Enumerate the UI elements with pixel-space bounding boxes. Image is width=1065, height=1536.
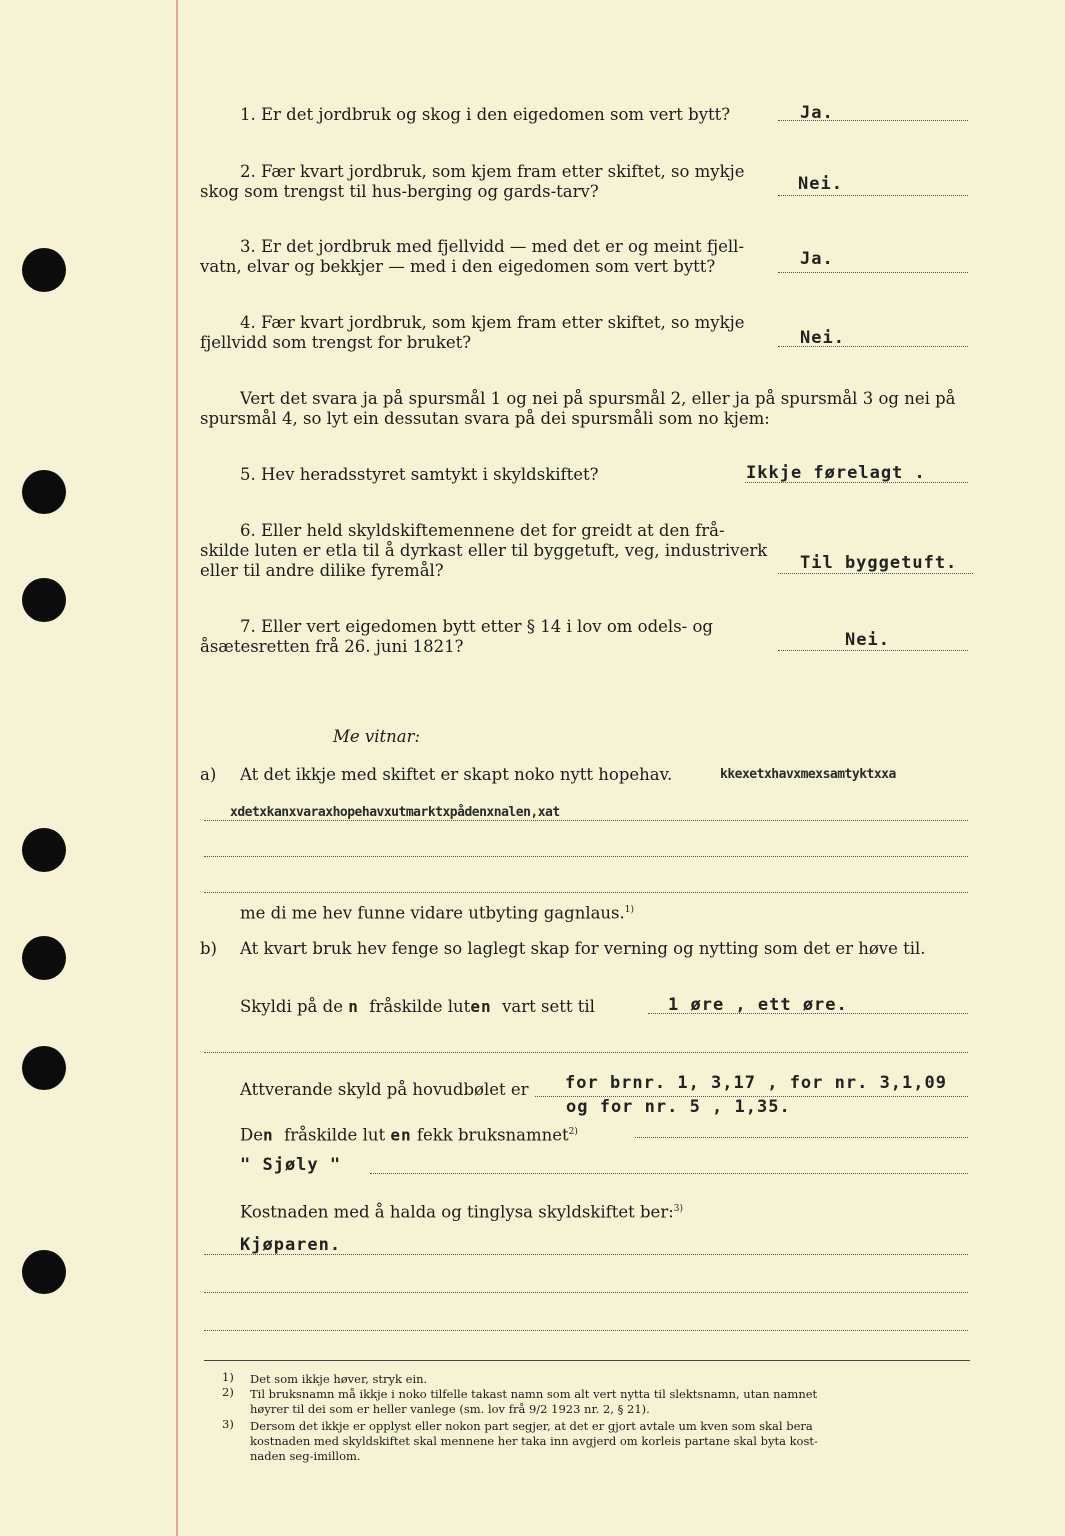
question-5: 5. Hev heradsstyret samtykt i skyldskiftet? [240,465,599,484]
skyld-label: Skyldi på de n fråskilde luten vart sett til [240,997,595,1016]
witness-a-label: a) [200,765,217,784]
struck-text: kkexetxhavxmexsamtyktxxa [720,767,896,782]
attverande-label: Attverande skyld på hovudbølet er [240,1080,529,1099]
witness-heading: Me vitnar: [333,727,421,746]
answer-line [635,1137,968,1138]
punch-hole [22,936,66,980]
punch-hole [22,1250,66,1294]
skyld-value: 1 øre , ett øre. [668,995,848,1015]
answer-7: Nei. [845,630,890,650]
question-2-line1: 2. Fær kvart jordbruk, som kjem fram etter skiftet, so mykje [240,162,745,181]
footnote-3-line2: kostnaden med skyldskiftet skal mennene her taka inn avgjerd om korleis partane skal byta kost- [250,1434,818,1448]
answer-line [778,573,973,574]
struck-text: xdetxkanxvaraxhopehavxutmarktxpådenxnalen,xat [230,805,560,820]
footnote-2-line1: Til bruksnamn må ikkje i noko tilfelle takast namn som alt vert nytta til slektsnamn, utan namnet [250,1387,818,1401]
bruksnamn-value: " Sjøly " [240,1155,342,1175]
punch-hole [22,828,66,872]
kostnad-label: Kostnaden med å halda og tinglysa skyldskiftet ber:$^{3)}$ [240,1202,684,1222]
answer-line [204,1052,968,1053]
footnote-3-line1: Dersom det ikkje er opplyst eller nokon part segjer, at det er gjort avtale um kven som skal bera [250,1419,813,1433]
intro-line2: spursmål 4, so lyt ein dessutan svara på dei spursmåli som no kjem: [200,409,770,428]
witness-b-text: At kvart bruk hev fenge so laglegt skap for verning og nytting som det er høve til. [240,939,926,958]
punch-hole [22,1046,66,1090]
intro-line1: Vert det svara ja på spursmål 1 og nei på spursmål 2, eller ja på spursmål 3 og nei på [240,389,956,408]
question-3-line1: 3. Er det jordbruk med fjellvidd — med det er og meint fjell- [240,237,745,256]
answer-line [370,1173,968,1174]
question-7-line1: 7. Eller vert eigedomen bytt etter § 14 i lov om odels- og [240,617,713,636]
question-7-line2: åsætesretten frå 26. juni 1821? [200,637,464,656]
punch-hole [22,248,66,292]
question-6-line2: skilde luten er etla til å dyrkast eller til byggetuft, veg, industriverk [200,541,768,560]
footnote-3-line3: naden seg-imillom. [250,1449,361,1463]
footnote-mark: 2) [222,1385,234,1399]
footnote-rule [204,1360,970,1361]
answer-5: Ikkje førelagt . [746,463,926,483]
answer-line [778,272,968,273]
question-2-line2: skog som trengst til hus-berging og gards-tarv? [200,182,599,201]
answer-line [204,820,968,821]
witness-a-end: me di me hev funne vidare utbyting gagnlaus.$^{1)}$ [240,903,635,923]
witness-b-label: b) [200,939,217,958]
question-6-line1: 6. Eller held skyldskiftemennene det for greidt at den frå- [240,521,725,540]
punch-hole [22,578,66,622]
attverande-line2: og for nr. 5 , 1,35. [566,1097,791,1117]
footnote-2-line2: høyrer til dei som er heller vanlege (sm. lov frå 9/2 1923 nr. 2, § 21). [250,1402,650,1416]
bruksnamn-label: Den fråskilde lut en fekk bruksnamnet$^{2)}$ [240,1125,578,1145]
punch-hole [22,470,66,514]
answer-line [204,892,968,893]
question-6-line3: eller til andre dilike fyremål? [200,561,444,580]
kostnad-value: Kjøparen. [240,1235,342,1255]
footnote-mark: 3) [222,1417,234,1431]
answer-line [204,1330,968,1331]
answer-3: Ja. [800,249,834,269]
question-1: 1. Er det jordbruk og skog i den eigedomen som vert bytt? [240,105,731,124]
answer-line [778,650,968,651]
question-4-line1: 4. Fær kvart jordbruk, som kjem fram etter skiftet, so mykje [240,313,745,332]
footnote-1: Det som ikkje høver, stryk ein. [250,1372,428,1386]
footnote-mark: 1) [222,1370,234,1384]
answer-line [204,1292,968,1293]
answer-line [778,195,968,196]
answer-line [204,856,968,857]
question-4-line2: fjellvidd som trengst for bruket? [200,333,472,352]
answer-6: Til byggetuft. [800,553,958,573]
answer-2: Nei. [798,174,843,194]
answer-1: Ja. [800,103,834,123]
attverande-line1: for brnr. 1, 3,17 , for nr. 3,1,09 [565,1073,947,1093]
answer-line [204,1254,968,1255]
witness-a-text: At det ikkje med skiftet er skapt noko nytt hopehav. [240,765,673,784]
answer-4: Nei. [800,328,845,348]
margin-line [176,0,178,1536]
question-3-line2: vatn, elvar og bekkjer — med i den eigedomen som vert bytt? [200,257,716,276]
